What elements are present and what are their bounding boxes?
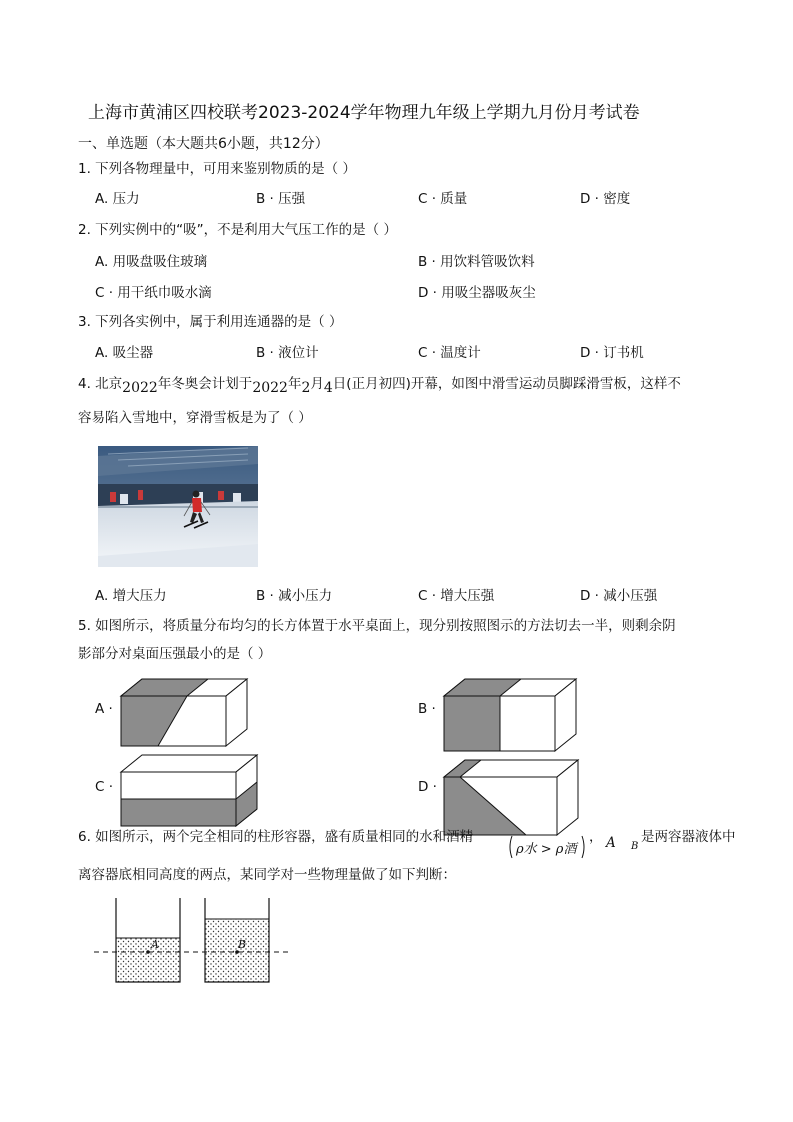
q6-label-b: B [631, 841, 639, 852]
q1-option-d: D · 密度 [580, 191, 631, 207]
q2-option-c: C · 用干纸巾吸水滴 [95, 285, 212, 301]
q5-label-d: D · [418, 779, 437, 795]
point-b-label: B [238, 938, 247, 951]
q4-option-c: C · 增大压强 [418, 588, 495, 604]
question-4-stem-line2: 容易陷入雪地中，穿滑雪板是为了（ ） [78, 410, 312, 426]
question-6-stem-line1a: 6. 如图所示，两个完全相同的柱形容器，盛有质量相同的水和酒精 [78, 829, 474, 845]
question-6-stem-line1b: 是两容器液体中 [641, 829, 736, 845]
box-figure-b [441, 676, 579, 756]
q4-lunar: (正月初四) [346, 376, 411, 392]
q3-option-a: A. 吸尘器 [95, 345, 154, 361]
q1-option-a: A. 压力 [95, 191, 140, 207]
q2-option-a: A. 用吸盘吸住玻璃 [95, 254, 208, 270]
q4-month: 2 [301, 380, 311, 396]
question-4-stem-line1 [78, 375, 681, 396]
containers-figure [92, 895, 292, 987]
density-formula-text: ρ水 > ρ酒 [516, 842, 577, 857]
q4-text-a: 4. 北京 [78, 376, 123, 392]
q2-option-b: B · 用饮料管吸饮料 [418, 254, 535, 270]
q4-text-b: 年冬奥会计划于 [157, 376, 253, 392]
box-figure-a [118, 676, 250, 752]
q4-yue: 月 [310, 376, 324, 392]
q4-option-b: B · 减小压力 [256, 588, 333, 604]
skier-photo [98, 446, 258, 567]
q4-year1: 2022 [122, 380, 158, 396]
point-a-label: A [151, 938, 159, 951]
box-figure-d [441, 757, 581, 839]
q5-label-a: A · [95, 701, 113, 717]
q4-option-d: D · 减小压强 [580, 588, 658, 604]
q3-option-b: B · 液位计 [256, 345, 319, 361]
section-heading: 一、单选题（本大题共6小题，共12分） [78, 136, 329, 152]
q1-option-b: B · 压强 [256, 191, 306, 207]
q4-year2: 2022 [252, 380, 288, 396]
q4-ri: 日 [332, 376, 347, 392]
q5-label-c: C · [95, 779, 114, 795]
q6-separator: ， [589, 829, 603, 845]
q2-option-d: D · 用吸尘器吸灰尘 [418, 285, 536, 301]
question-5-stem-line1: 5. 如图所示，将质量分布均匀的长方体置于水平桌面上，现分别按照图示的方法切去一半，则剩余阴 [78, 618, 676, 634]
question-6-stem-line2: 离容器底相同高度的两点，某同学对一些物理量做了如下判断： [78, 867, 456, 883]
box-figure-c [118, 752, 260, 828]
question-5-stem-line2: 影部分对桌面压强最小的是（ ） [78, 646, 272, 662]
q3-option-d: D · 订书机 [580, 345, 644, 361]
q4-day: 4 [323, 380, 333, 396]
q4-nian: 年 [287, 376, 302, 392]
q4-option-a: A. 增大压力 [95, 588, 167, 604]
question-2-stem: 2. 下列实例中的“吸”，不是利用大气压工作的是（ ） [78, 222, 397, 238]
page-title: 上海市黄浦区四校联考2023-2024学年物理九年级上学期九月份月考试卷 [88, 103, 640, 123]
q4-text-c: 开幕，如图中滑雪运动员脚踩滑雪板，这样不 [410, 376, 681, 392]
question-3-stem: 3. 下列各实例中，属于利用连通器的是（ ） [78, 314, 343, 330]
q3-option-c: C · 温度计 [418, 345, 481, 361]
question-1-stem: 1. 下列各物理量中，可用来鉴别物质的是（ ） [78, 161, 356, 177]
q5-label-b: B · [418, 701, 436, 717]
density-formula [507, 832, 587, 866]
q1-option-c: C · 质量 [418, 191, 468, 207]
q6-label-a: A [606, 835, 616, 851]
